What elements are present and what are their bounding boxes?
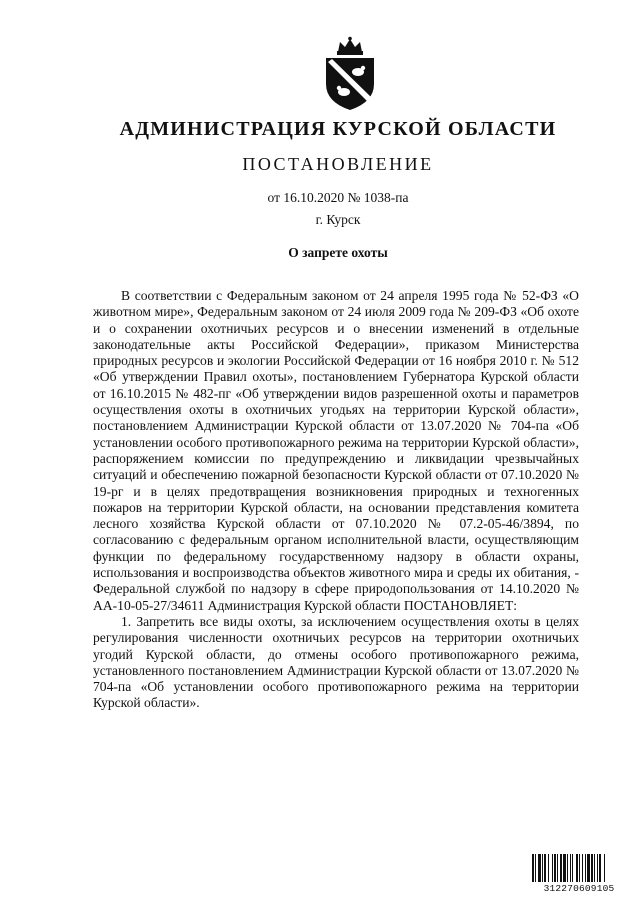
preamble-paragraph: В соответствии с Федеральным законом от 24 апреля 1995 года № 52-ФЗ «О животном мире», Федеральным законом от 24 июля 2009 года № 209-ФЗ «Об охоте и о сохранении охотничьих ресурсов и о внесении изменений в отдельные законодательные акты Российской Федерации», приказом Министерства природных ресурсов и экологии Российской Федерации от 16 ноября 2010 г. № 512 «Об утверждении Правил охоты», постановлением Губернатора Курской области от 16.10.2015 № 482-пг «Об утверждении видов разрешенной охоты и параметров осуществления охоты в охотничьих угодьях на территории Курской области», постановлением Администрации Курской области от 13.07.2020 № 704-па «Об установлении особого противопожарного режима на территории Курской области», распоряжением комиссии по предупреждению и ликвидации чрезвычайных ситуаций и обеспечению пожарной безопасности Курской области от 07.10.2020 № 19-рг и в целях предотвращения возникновения природных и техногенных пожаров на территории Курской области, на основании представления комитета лесного хозяйства Курской области от 07.10.2020 № 07.2-05-46/3894, по согласованию с федеральным органом исполнительной власти, осуществляющим функции по федеральному государственному надзору в области охраны, использования и воспроизводства объектов животного мира и среды их обитания, - Федеральной службой по надзору в сфере природопользования от 14.10.2020 № АА-10-05-27/34611 Администрация Курской области ПОСТАНОВЛЯЕТ: <box>93 288 579 613</box>
coat-of-arms-icon <box>318 36 382 112</box>
barcode-number: 312270609105 <box>543 883 615 894</box>
document-date-number: от 16.10.2020 № 1038-па <box>267 190 409 205</box>
barcode-icon <box>532 854 626 882</box>
barcode <box>532 854 626 894</box>
document-subject: О запрете охоты <box>288 245 388 260</box>
document-type: ПОСТАНОВЛЕНИЕ <box>242 154 434 174</box>
document-body <box>93 288 579 712</box>
document-city: г. Курск <box>315 212 361 227</box>
organization-title: АДМИНИСТРАЦИЯ КУРСКОЙ ОБЛАСТИ <box>119 118 557 140</box>
item-1-paragraph: 1. Запретить все виды охоты, за исключением осуществления охоты в целях регулирования численности охотничьих ресурсов на территории охотничьих угодий Курской области, до отмены особого противопожарного режима, установленного постановлением Администрации Курской области от 13.07.2020 № 704-па «Об установлении особого противопожарного режима на территории Курской области». <box>93 613 579 711</box>
